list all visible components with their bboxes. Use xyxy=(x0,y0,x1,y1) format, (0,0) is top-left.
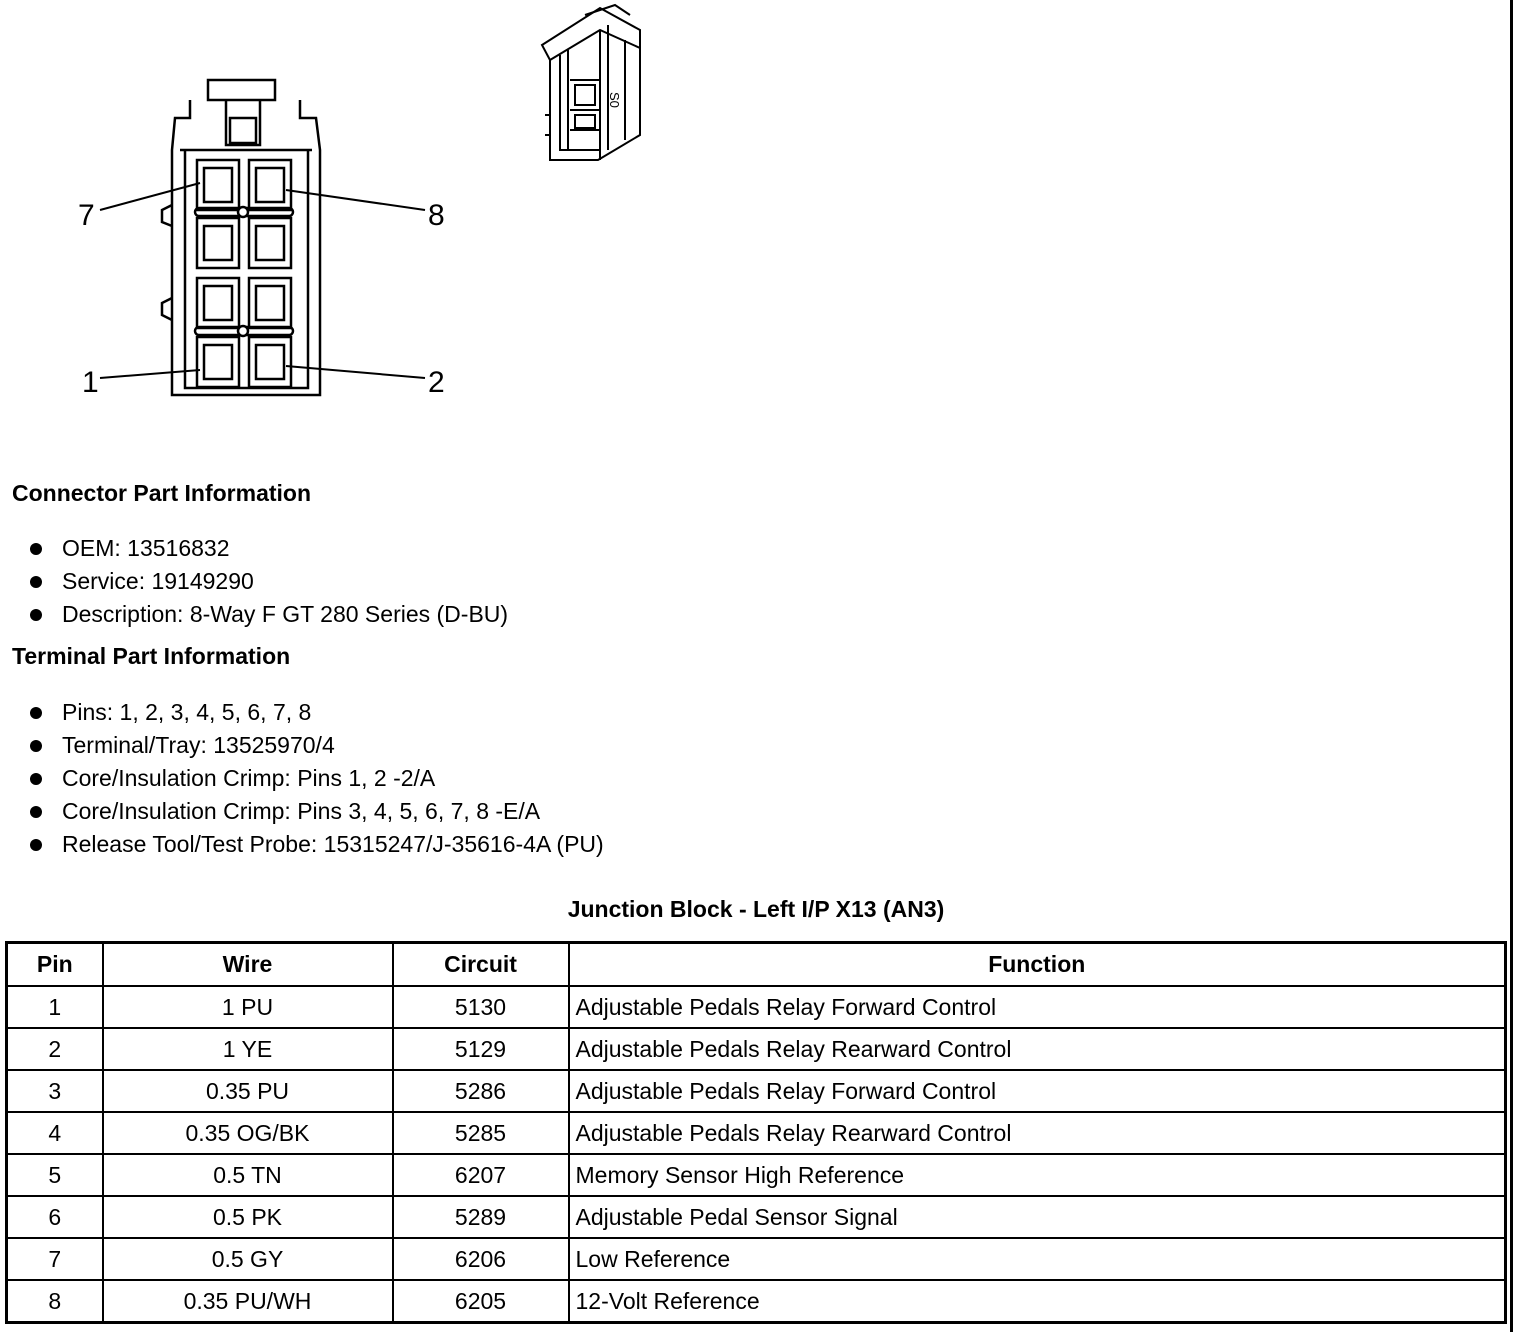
table-row xyxy=(7,1238,1506,1280)
cell-pin: 4 xyxy=(7,1112,103,1154)
connector-info-title: Connector Part Information xyxy=(12,480,312,506)
cell-circuit: 6207 xyxy=(393,1154,569,1196)
pin-label-1: 1 xyxy=(82,366,99,399)
terminal-info-list xyxy=(30,696,604,861)
header-function: Function xyxy=(569,943,1506,987)
list-item: Terminal/Tray: 13525970/4 xyxy=(30,729,604,762)
page-border-right xyxy=(1510,0,1513,1332)
bullet-icon xyxy=(30,609,42,621)
cell-function: Adjustable Pedals Relay Forward Control xyxy=(569,986,1506,1028)
header-pin: Pin xyxy=(7,943,103,987)
table-row xyxy=(7,986,1506,1028)
pin-label-2: 2 xyxy=(428,366,445,399)
cell-wire: 0.35 PU/WH xyxy=(103,1280,393,1323)
list-item: Core/Insulation Crimp: Pins 3, 4, 5, 6, 7, 8 -E/A xyxy=(30,795,604,828)
pin-label-8: 8 xyxy=(428,199,445,232)
table-row xyxy=(7,1028,1506,1070)
bullet-icon xyxy=(30,839,42,851)
cell-circuit: 6206 xyxy=(393,1238,569,1280)
bullet-icon xyxy=(30,773,42,785)
cell-function: Low Reference xyxy=(569,1238,1506,1280)
terminal-info-title: Terminal Part Information xyxy=(12,643,291,669)
table-row xyxy=(7,1154,1506,1196)
pinout-table xyxy=(5,941,1507,1324)
cell-pin: 1 xyxy=(7,986,103,1028)
bullet-icon xyxy=(30,707,42,719)
cell-pin: 8 xyxy=(7,1280,103,1323)
table-row xyxy=(7,1280,1506,1323)
cell-wire: 0.35 OG/BK xyxy=(103,1112,393,1154)
cell-function: Adjustable Pedal Sensor Signal xyxy=(569,1196,1506,1238)
connector-diagram xyxy=(0,0,700,440)
cell-pin: 7 xyxy=(7,1238,103,1280)
cell-wire: 0.5 PK xyxy=(103,1196,393,1238)
list-item: OEM: 13516832 xyxy=(30,532,508,565)
list-item: Pins: 1, 2, 3, 4, 5, 6, 7, 8 xyxy=(30,696,604,729)
cell-function: Adjustable Pedals Relay Rearward Control xyxy=(569,1028,1506,1070)
inset-label: S0 xyxy=(607,92,622,108)
connector-top-tab xyxy=(208,80,275,100)
header-wire: Wire xyxy=(103,943,393,987)
cell-function: Adjustable Pedals Relay Rearward Control xyxy=(569,1112,1506,1154)
list-item: Description: 8-Way F GT 280 Series (D-BU) xyxy=(30,598,508,631)
cell-circuit: 6205 xyxy=(393,1280,569,1323)
table-body xyxy=(7,986,1506,1323)
cell-pin: 3 xyxy=(7,1070,103,1112)
connector-isometric-view xyxy=(542,5,640,160)
cell-function: 12-Volt Reference xyxy=(569,1280,1506,1323)
list-item: Release Tool/Test Probe: 15315247/J-35616-4A (PU) xyxy=(30,828,604,861)
cell-pin: 6 xyxy=(7,1196,103,1238)
cell-wire: 1 YE xyxy=(103,1028,393,1070)
cell-circuit: 5285 xyxy=(393,1112,569,1154)
cell-circuit: 5129 xyxy=(393,1028,569,1070)
bullet-icon xyxy=(30,543,42,555)
table-row xyxy=(7,1112,1506,1154)
connector-latch-window xyxy=(230,118,256,143)
bullet-icon xyxy=(30,806,42,818)
list-item: Core/Insulation Crimp: Pins 1, 2 -2/A xyxy=(30,762,604,795)
cell-wire: 0.5 TN xyxy=(103,1154,393,1196)
cell-pin: 2 xyxy=(7,1028,103,1070)
list-item: Service: 19149290 xyxy=(30,565,508,598)
cell-wire: 1 PU xyxy=(103,986,393,1028)
header-circuit: Circuit xyxy=(393,943,569,987)
bullet-icon xyxy=(30,576,42,588)
cell-pin: 5 xyxy=(7,1154,103,1196)
cell-circuit: 5130 xyxy=(393,986,569,1028)
table-caption: Junction Block - Left I/P X13 (AN3) xyxy=(567,896,945,922)
cell-circuit: 5286 xyxy=(393,1070,569,1112)
cell-circuit: 5289 xyxy=(393,1196,569,1238)
table-row xyxy=(7,1070,1506,1112)
cell-function: Memory Sensor High Reference xyxy=(569,1154,1506,1196)
cell-wire: 0.35 PU xyxy=(103,1070,393,1112)
bullet-icon xyxy=(30,740,42,752)
table-row xyxy=(7,1196,1506,1238)
table-header-row xyxy=(7,943,1506,987)
connector-info-list xyxy=(30,532,508,631)
cell-wire: 0.5 GY xyxy=(103,1238,393,1280)
pin-label-7: 7 xyxy=(78,199,95,232)
cell-function: Adjustable Pedals Relay Forward Control xyxy=(569,1070,1506,1112)
